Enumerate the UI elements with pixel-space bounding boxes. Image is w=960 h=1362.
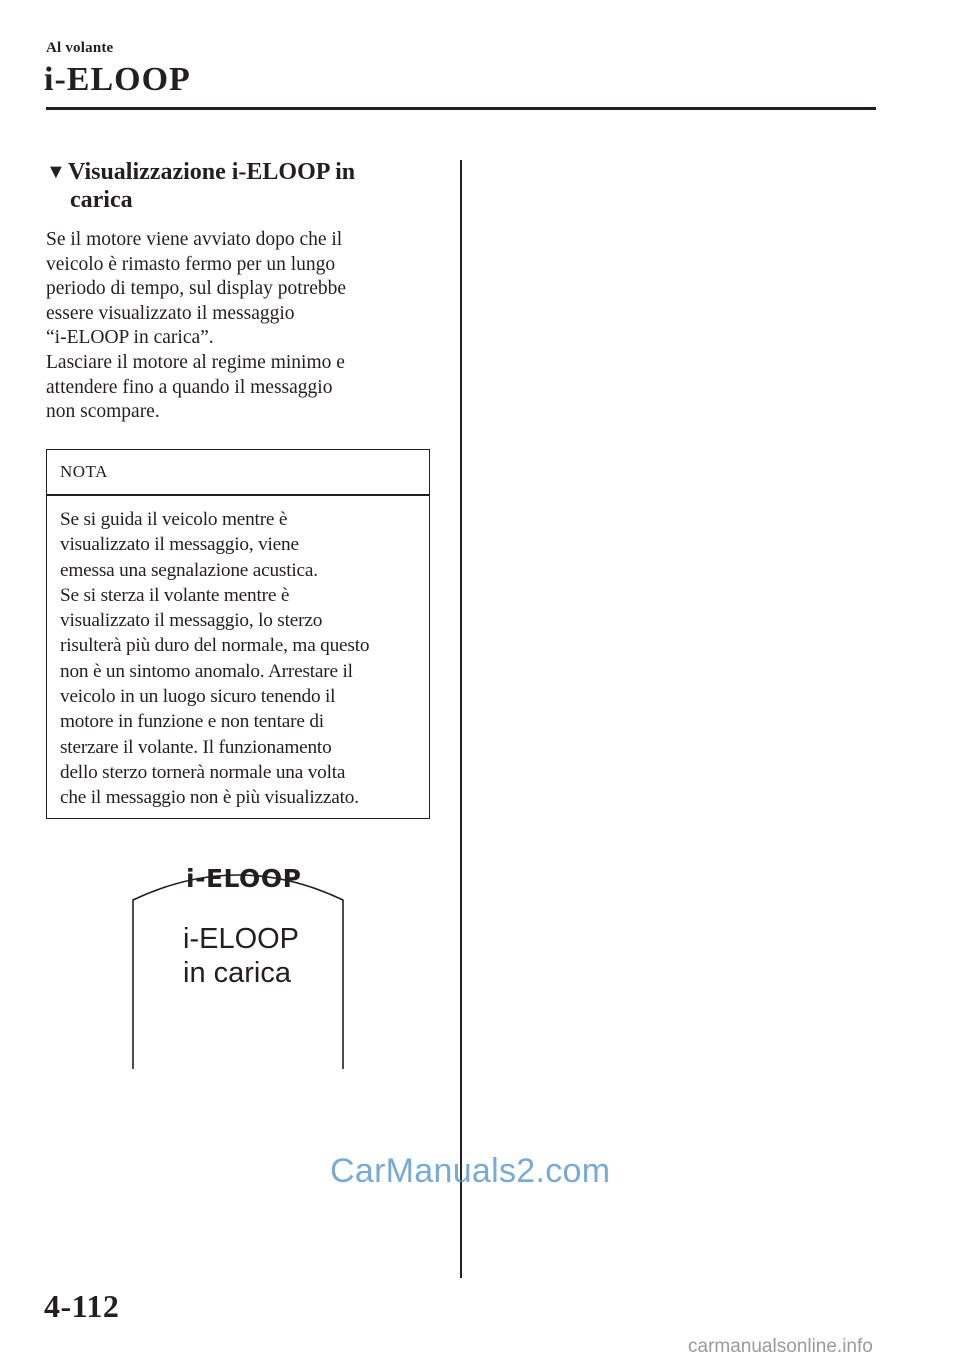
note-line: non è un sintomo anomalo. Arrestare il	[60, 660, 353, 682]
body-line: “i-ELOOP in carica”.	[46, 327, 214, 349]
display-badge: i-ELOOP	[186, 864, 302, 893]
note-line: veicolo in un luogo sicuro tenendo il	[60, 686, 336, 708]
body-line: attendere fino a quando il messaggio	[46, 376, 333, 398]
note-line: emessa una segnalazione acustica.	[60, 559, 318, 581]
chapter-title: i-ELOOP	[44, 61, 191, 98]
note-line: motore in funzione e non tentare di	[60, 711, 324, 733]
note-body	[60, 507, 428, 811]
note-line: risulterà più duro del normale, ma questo	[60, 635, 370, 657]
body-line: non scompare.	[46, 401, 160, 423]
body-line: veicolo è rimasto fermo per un lungo	[46, 253, 336, 275]
note-line: sterzare il volante. Il funzionamento	[60, 736, 332, 758]
note-line: che il messaggio non è più visualizzato.	[60, 787, 359, 809]
note-box	[46, 449, 430, 819]
watermark: CarManuals2.com	[330, 1152, 611, 1190]
footer-site: carmanualsonline.info	[688, 1336, 873, 1357]
body-line: Se il motore viene avviato dopo che il	[46, 229, 343, 250]
note-line: visualizzato il messaggio, lo sterzo	[60, 610, 323, 632]
page-number: 4-112	[44, 1288, 120, 1324]
section-heading-line2: carica	[70, 187, 133, 213]
body-line: periodo di tempo, sul display potrebbe	[46, 278, 347, 300]
display-message	[183, 922, 299, 990]
note-line: Se si guida il veicolo mentre è	[60, 509, 288, 530]
section-body	[46, 228, 446, 425]
note-title: NOTA	[60, 462, 108, 481]
note-line: visualizzato il messaggio, viene	[60, 534, 299, 556]
note-line: Se si sterza il volante mentre è	[60, 584, 290, 606]
section-label: Al volante	[46, 40, 114, 56]
section-heading-line1: Visualizzazione i-ELOOP in	[68, 159, 356, 185]
header-rule	[46, 107, 876, 110]
display-message-line1: i-ELOOP	[183, 923, 300, 955]
column-divider	[460, 160, 462, 1278]
triangle-marker-icon: ▼	[46, 161, 66, 183]
section-heading	[46, 158, 436, 214]
body-line: essere visualizzato il messaggio	[46, 302, 295, 324]
body-line: Lasciare il motore al regime minimo e	[46, 351, 345, 373]
note-divider	[47, 494, 429, 496]
display-message-line2: in carica	[183, 957, 291, 989]
note-line: dello sterzo tornerà normale una volta	[60, 761, 346, 783]
